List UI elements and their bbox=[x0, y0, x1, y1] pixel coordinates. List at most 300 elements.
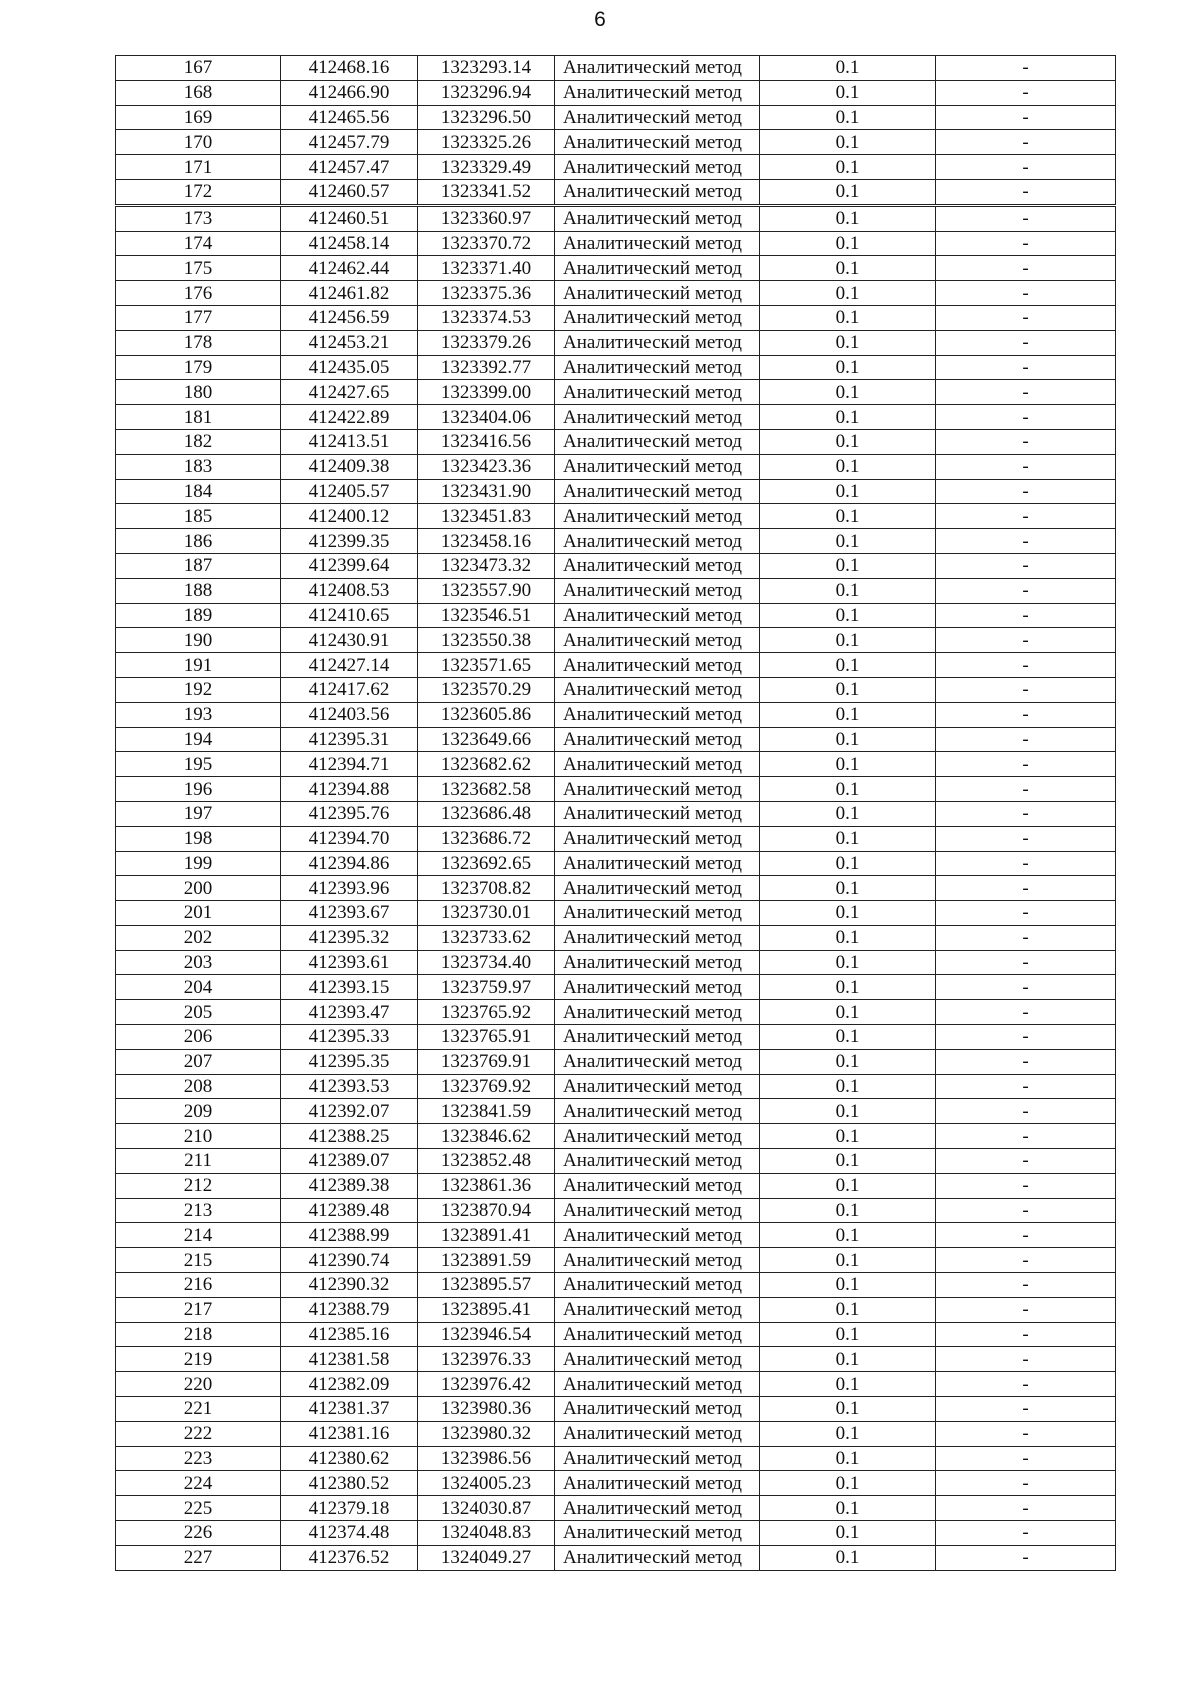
table-row bbox=[116, 305, 1116, 330]
accuracy-cell: 0.1 bbox=[760, 876, 936, 901]
y-coordinate-cell: 1323895.57 bbox=[418, 1273, 555, 1298]
method-cell: Аналитический метод bbox=[555, 504, 760, 529]
accuracy-cell: 0.1 bbox=[760, 1049, 936, 1074]
method-cell: Аналитический метод bbox=[555, 130, 760, 155]
y-coordinate-cell: 1323846.62 bbox=[418, 1124, 555, 1149]
accuracy-cell: 0.1 bbox=[760, 851, 936, 876]
y-coordinate-cell: 1323360.97 bbox=[418, 205, 555, 231]
x-coordinate-cell: 412466.90 bbox=[281, 80, 418, 105]
accuracy-cell: 0.1 bbox=[760, 975, 936, 1000]
accuracy-cell: 0.1 bbox=[760, 454, 936, 479]
table-row bbox=[116, 702, 1116, 727]
table-row bbox=[116, 1347, 1116, 1372]
table-row bbox=[116, 1124, 1116, 1149]
x-coordinate-cell: 412388.25 bbox=[281, 1124, 418, 1149]
note-cell: - bbox=[936, 777, 1116, 802]
accuracy-cell: 0.1 bbox=[760, 553, 936, 578]
x-coordinate-cell: 412395.35 bbox=[281, 1049, 418, 1074]
table-row bbox=[116, 1000, 1116, 1025]
note-cell: - bbox=[936, 1322, 1116, 1347]
note-cell: - bbox=[936, 330, 1116, 355]
x-coordinate-cell: 412394.86 bbox=[281, 851, 418, 876]
table-row bbox=[116, 777, 1116, 802]
method-cell: Аналитический метод bbox=[555, 1273, 760, 1298]
y-coordinate-cell: 1323980.36 bbox=[418, 1397, 555, 1422]
note-cell: - bbox=[936, 479, 1116, 504]
method-cell: Аналитический метод bbox=[555, 479, 760, 504]
note-cell: - bbox=[936, 727, 1116, 752]
table-row bbox=[116, 1099, 1116, 1124]
method-cell: Аналитический метод bbox=[555, 1372, 760, 1397]
y-coordinate-cell: 1324048.83 bbox=[418, 1521, 555, 1546]
x-coordinate-cell: 412395.31 bbox=[281, 727, 418, 752]
note-cell: - bbox=[936, 1471, 1116, 1496]
table-row bbox=[116, 603, 1116, 628]
accuracy-cell: 0.1 bbox=[760, 1273, 936, 1298]
method-cell: Аналитический метод bbox=[555, 752, 760, 777]
note-cell: - bbox=[936, 1372, 1116, 1397]
x-coordinate-cell: 412399.35 bbox=[281, 529, 418, 554]
method-cell: Аналитический метод bbox=[555, 1149, 760, 1174]
point-number-cell: 225 bbox=[116, 1496, 281, 1521]
point-number-cell: 176 bbox=[116, 281, 281, 306]
note-cell: - bbox=[936, 1149, 1116, 1174]
method-cell: Аналитический метод bbox=[555, 1099, 760, 1124]
x-coordinate-cell: 412394.88 bbox=[281, 777, 418, 802]
point-number-cell: 179 bbox=[116, 355, 281, 380]
note-cell: - bbox=[936, 1545, 1116, 1570]
table-row bbox=[116, 578, 1116, 603]
point-number-cell: 196 bbox=[116, 777, 281, 802]
coordinates-table bbox=[115, 55, 1116, 1571]
table-row bbox=[116, 752, 1116, 777]
note-cell: - bbox=[936, 876, 1116, 901]
point-number-cell: 222 bbox=[116, 1421, 281, 1446]
accuracy-cell: 0.1 bbox=[760, 1000, 936, 1025]
accuracy-cell: 0.1 bbox=[760, 925, 936, 950]
x-coordinate-cell: 412461.82 bbox=[281, 281, 418, 306]
y-coordinate-cell: 1323371.40 bbox=[418, 256, 555, 281]
x-coordinate-cell: 412394.70 bbox=[281, 826, 418, 851]
x-coordinate-cell: 412430.91 bbox=[281, 628, 418, 653]
y-coordinate-cell: 1323399.00 bbox=[418, 380, 555, 405]
x-coordinate-cell: 412435.05 bbox=[281, 355, 418, 380]
accuracy-cell: 0.1 bbox=[760, 1421, 936, 1446]
y-coordinate-cell: 1323570.29 bbox=[418, 677, 555, 702]
method-cell: Аналитический метод bbox=[555, 1471, 760, 1496]
table-row bbox=[116, 155, 1116, 180]
point-number-cell: 170 bbox=[116, 130, 281, 155]
method-cell: Аналитический метод bbox=[555, 529, 760, 554]
x-coordinate-cell: 412395.32 bbox=[281, 925, 418, 950]
point-number-cell: 192 bbox=[116, 677, 281, 702]
table-row bbox=[116, 231, 1116, 256]
accuracy-cell: 0.1 bbox=[760, 429, 936, 454]
table-row bbox=[116, 876, 1116, 901]
x-coordinate-cell: 412457.47 bbox=[281, 155, 418, 180]
method-cell: Аналитический метод bbox=[555, 826, 760, 851]
accuracy-cell: 0.1 bbox=[760, 1223, 936, 1248]
y-coordinate-cell: 1323733.62 bbox=[418, 925, 555, 950]
method-cell: Аналитический метод bbox=[555, 1173, 760, 1198]
method-cell: Аналитический метод bbox=[555, 155, 760, 180]
accuracy-cell: 0.1 bbox=[760, 1248, 936, 1273]
method-cell: Аналитический метод bbox=[555, 80, 760, 105]
accuracy-cell: 0.1 bbox=[760, 305, 936, 330]
y-coordinate-cell: 1323571.65 bbox=[418, 653, 555, 678]
y-coordinate-cell: 1323550.38 bbox=[418, 628, 555, 653]
note-cell: - bbox=[936, 1099, 1116, 1124]
point-number-cell: 188 bbox=[116, 578, 281, 603]
note-cell: - bbox=[936, 801, 1116, 826]
point-number-cell: 218 bbox=[116, 1322, 281, 1347]
point-number-cell: 184 bbox=[116, 479, 281, 504]
accuracy-cell: 0.1 bbox=[760, 1173, 936, 1198]
y-coordinate-cell: 1323692.65 bbox=[418, 851, 555, 876]
accuracy-cell: 0.1 bbox=[760, 330, 936, 355]
x-coordinate-cell: 412409.38 bbox=[281, 454, 418, 479]
y-coordinate-cell: 1323341.52 bbox=[418, 179, 555, 205]
method-cell: Аналитический метод bbox=[555, 1322, 760, 1347]
method-cell: Аналитический метод bbox=[555, 1000, 760, 1025]
x-coordinate-cell: 412390.32 bbox=[281, 1273, 418, 1298]
point-number-cell: 205 bbox=[116, 1000, 281, 1025]
x-coordinate-cell: 412417.62 bbox=[281, 677, 418, 702]
method-cell: Аналитический метод bbox=[555, 901, 760, 926]
method-cell: Аналитический метод bbox=[555, 429, 760, 454]
table-row bbox=[116, 1372, 1116, 1397]
method-cell: Аналитический метод bbox=[555, 1124, 760, 1149]
method-cell: Аналитический метод bbox=[555, 380, 760, 405]
x-coordinate-cell: 412410.65 bbox=[281, 603, 418, 628]
y-coordinate-cell: 1323370.72 bbox=[418, 231, 555, 256]
method-cell: Аналитический метод bbox=[555, 1049, 760, 1074]
y-coordinate-cell: 1323765.92 bbox=[418, 1000, 555, 1025]
table-row bbox=[116, 950, 1116, 975]
x-coordinate-cell: 412381.16 bbox=[281, 1421, 418, 1446]
x-coordinate-cell: 412462.44 bbox=[281, 256, 418, 281]
note-cell: - bbox=[936, 305, 1116, 330]
note-cell: - bbox=[936, 281, 1116, 306]
table-row bbox=[116, 1273, 1116, 1298]
note-cell: - bbox=[936, 454, 1116, 479]
method-cell: Аналитический метод bbox=[555, 305, 760, 330]
accuracy-cell: 0.1 bbox=[760, 727, 936, 752]
table-row bbox=[116, 1471, 1116, 1496]
accuracy-cell: 0.1 bbox=[760, 1124, 936, 1149]
table-row bbox=[116, 1545, 1116, 1570]
y-coordinate-cell: 1323557.90 bbox=[418, 578, 555, 603]
y-coordinate-cell: 1323765.91 bbox=[418, 1025, 555, 1050]
y-coordinate-cell: 1323293.14 bbox=[418, 56, 555, 81]
table-row bbox=[116, 105, 1116, 130]
point-number-cell: 172 bbox=[116, 179, 281, 205]
x-coordinate-cell: 412389.38 bbox=[281, 1173, 418, 1198]
point-number-cell: 204 bbox=[116, 975, 281, 1000]
note-cell: - bbox=[936, 405, 1116, 430]
x-coordinate-cell: 412408.53 bbox=[281, 578, 418, 603]
y-coordinate-cell: 1324049.27 bbox=[418, 1545, 555, 1570]
point-number-cell: 168 bbox=[116, 80, 281, 105]
method-cell: Аналитический метод bbox=[555, 454, 760, 479]
accuracy-cell: 0.1 bbox=[760, 105, 936, 130]
note-cell: - bbox=[936, 105, 1116, 130]
method-cell: Аналитический метод bbox=[555, 603, 760, 628]
method-cell: Аналитический метод bbox=[555, 950, 760, 975]
x-coordinate-cell: 412388.79 bbox=[281, 1297, 418, 1322]
method-cell: Аналитический метод bbox=[555, 1198, 760, 1223]
method-cell: Аналитический метод bbox=[555, 205, 760, 231]
note-cell: - bbox=[936, 950, 1116, 975]
note-cell: - bbox=[936, 653, 1116, 678]
point-number-cell: 223 bbox=[116, 1446, 281, 1471]
accuracy-cell: 0.1 bbox=[760, 1521, 936, 1546]
point-number-cell: 227 bbox=[116, 1545, 281, 1570]
method-cell: Аналитический метод bbox=[555, 405, 760, 430]
table-row bbox=[116, 925, 1116, 950]
y-coordinate-cell: 1323325.26 bbox=[418, 130, 555, 155]
table-row bbox=[116, 1049, 1116, 1074]
method-cell: Аналитический метод bbox=[555, 876, 760, 901]
accuracy-cell: 0.1 bbox=[760, 529, 936, 554]
note-cell: - bbox=[936, 851, 1116, 876]
y-coordinate-cell: 1323546.51 bbox=[418, 603, 555, 628]
y-coordinate-cell: 1323708.82 bbox=[418, 876, 555, 901]
note-cell: - bbox=[936, 355, 1116, 380]
table-row bbox=[116, 405, 1116, 430]
point-number-cell: 215 bbox=[116, 1248, 281, 1273]
point-number-cell: 200 bbox=[116, 876, 281, 901]
point-number-cell: 219 bbox=[116, 1347, 281, 1372]
method-cell: Аналитический метод bbox=[555, 1297, 760, 1322]
y-coordinate-cell: 1323404.06 bbox=[418, 405, 555, 430]
note-cell: - bbox=[936, 56, 1116, 81]
x-coordinate-cell: 412399.64 bbox=[281, 553, 418, 578]
table-row bbox=[116, 205, 1116, 231]
x-coordinate-cell: 412379.18 bbox=[281, 1496, 418, 1521]
point-number-cell: 169 bbox=[116, 105, 281, 130]
table-row bbox=[116, 80, 1116, 105]
y-coordinate-cell: 1323686.72 bbox=[418, 826, 555, 851]
point-number-cell: 177 bbox=[116, 305, 281, 330]
accuracy-cell: 0.1 bbox=[760, 130, 936, 155]
accuracy-cell: 0.1 bbox=[760, 1446, 936, 1471]
x-coordinate-cell: 412380.52 bbox=[281, 1471, 418, 1496]
accuracy-cell: 0.1 bbox=[760, 405, 936, 430]
accuracy-cell: 0.1 bbox=[760, 231, 936, 256]
y-coordinate-cell: 1323431.90 bbox=[418, 479, 555, 504]
x-coordinate-cell: 412381.58 bbox=[281, 1347, 418, 1372]
x-coordinate-cell: 412382.09 bbox=[281, 1372, 418, 1397]
x-coordinate-cell: 412390.74 bbox=[281, 1248, 418, 1273]
x-coordinate-cell: 412413.51 bbox=[281, 429, 418, 454]
accuracy-cell: 0.1 bbox=[760, 578, 936, 603]
point-number-cell: 221 bbox=[116, 1397, 281, 1422]
x-coordinate-cell: 412458.14 bbox=[281, 231, 418, 256]
point-number-cell: 193 bbox=[116, 702, 281, 727]
point-number-cell: 197 bbox=[116, 801, 281, 826]
point-number-cell: 220 bbox=[116, 1372, 281, 1397]
x-coordinate-cell: 412422.89 bbox=[281, 405, 418, 430]
y-coordinate-cell: 1323375.36 bbox=[418, 281, 555, 306]
table-row bbox=[116, 901, 1116, 926]
y-coordinate-cell: 1323329.49 bbox=[418, 155, 555, 180]
table-row bbox=[116, 281, 1116, 306]
x-coordinate-cell: 412400.12 bbox=[281, 504, 418, 529]
method-cell: Аналитический метод bbox=[555, 777, 760, 802]
table-row bbox=[116, 851, 1116, 876]
point-number-cell: 189 bbox=[116, 603, 281, 628]
method-cell: Аналитический метод bbox=[555, 1446, 760, 1471]
table-row bbox=[116, 454, 1116, 479]
table-row bbox=[116, 628, 1116, 653]
table-row bbox=[116, 256, 1116, 281]
method-cell: Аналитический метод bbox=[555, 1421, 760, 1446]
x-coordinate-cell: 412427.65 bbox=[281, 380, 418, 405]
note-cell: - bbox=[936, 205, 1116, 231]
point-number-cell: 171 bbox=[116, 155, 281, 180]
note-cell: - bbox=[936, 553, 1116, 578]
page-number: 6 bbox=[594, 8, 606, 31]
accuracy-cell: 0.1 bbox=[760, 801, 936, 826]
note-cell: - bbox=[936, 1521, 1116, 1546]
accuracy-cell: 0.1 bbox=[760, 1198, 936, 1223]
point-number-cell: 202 bbox=[116, 925, 281, 950]
x-coordinate-cell: 412460.51 bbox=[281, 205, 418, 231]
y-coordinate-cell: 1324030.87 bbox=[418, 1496, 555, 1521]
method-cell: Аналитический метод bbox=[555, 1223, 760, 1248]
method-cell: Аналитический метод bbox=[555, 702, 760, 727]
note-cell: - bbox=[936, 1124, 1116, 1149]
note-cell: - bbox=[936, 1000, 1116, 1025]
x-coordinate-cell: 412393.96 bbox=[281, 876, 418, 901]
accuracy-cell: 0.1 bbox=[760, 826, 936, 851]
accuracy-cell: 0.1 bbox=[760, 256, 936, 281]
x-coordinate-cell: 412456.59 bbox=[281, 305, 418, 330]
accuracy-cell: 0.1 bbox=[760, 1372, 936, 1397]
table-row bbox=[116, 1074, 1116, 1099]
point-number-cell: 167 bbox=[116, 56, 281, 81]
note-cell: - bbox=[936, 80, 1116, 105]
accuracy-cell: 0.1 bbox=[760, 1471, 936, 1496]
y-coordinate-cell: 1323374.53 bbox=[418, 305, 555, 330]
method-cell: Аналитический метод bbox=[555, 653, 760, 678]
x-coordinate-cell: 412392.07 bbox=[281, 1099, 418, 1124]
note-cell: - bbox=[936, 702, 1116, 727]
method-cell: Аналитический метод bbox=[555, 727, 760, 752]
note-cell: - bbox=[936, 1074, 1116, 1099]
y-coordinate-cell: 1323891.41 bbox=[418, 1223, 555, 1248]
note-cell: - bbox=[936, 628, 1116, 653]
table-row bbox=[116, 130, 1116, 155]
accuracy-cell: 0.1 bbox=[760, 603, 936, 628]
table-row bbox=[116, 1149, 1116, 1174]
coordinates-table-body bbox=[116, 56, 1116, 1571]
note-cell: - bbox=[936, 925, 1116, 950]
method-cell: Аналитический метод bbox=[555, 553, 760, 578]
point-number-cell: 180 bbox=[116, 380, 281, 405]
note-cell: - bbox=[936, 1421, 1116, 1446]
note-cell: - bbox=[936, 677, 1116, 702]
accuracy-cell: 0.1 bbox=[760, 1347, 936, 1372]
note-cell: - bbox=[936, 1025, 1116, 1050]
note-cell: - bbox=[936, 380, 1116, 405]
method-cell: Аналитический метод bbox=[555, 1025, 760, 1050]
x-coordinate-cell: 412393.47 bbox=[281, 1000, 418, 1025]
table-row bbox=[116, 380, 1116, 405]
note-cell: - bbox=[936, 429, 1116, 454]
x-coordinate-cell: 412403.56 bbox=[281, 702, 418, 727]
accuracy-cell: 0.1 bbox=[760, 1149, 936, 1174]
x-coordinate-cell: 412465.56 bbox=[281, 105, 418, 130]
y-coordinate-cell: 1323416.56 bbox=[418, 429, 555, 454]
note-cell: - bbox=[936, 603, 1116, 628]
note-cell: - bbox=[936, 504, 1116, 529]
x-coordinate-cell: 412395.76 bbox=[281, 801, 418, 826]
accuracy-cell: 0.1 bbox=[760, 653, 936, 678]
note-cell: - bbox=[936, 1347, 1116, 1372]
method-cell: Аналитический метод bbox=[555, 355, 760, 380]
y-coordinate-cell: 1323379.26 bbox=[418, 330, 555, 355]
y-coordinate-cell: 1323861.36 bbox=[418, 1173, 555, 1198]
accuracy-cell: 0.1 bbox=[760, 504, 936, 529]
y-coordinate-cell: 1323296.50 bbox=[418, 105, 555, 130]
y-coordinate-cell: 1323769.92 bbox=[418, 1074, 555, 1099]
method-cell: Аналитический метод bbox=[555, 851, 760, 876]
note-cell: - bbox=[936, 578, 1116, 603]
table-row bbox=[116, 1397, 1116, 1422]
table-row bbox=[116, 1223, 1116, 1248]
table-row bbox=[116, 1521, 1116, 1546]
accuracy-cell: 0.1 bbox=[760, 479, 936, 504]
x-coordinate-cell: 412389.07 bbox=[281, 1149, 418, 1174]
table-row bbox=[116, 1496, 1116, 1521]
method-cell: Аналитический метод bbox=[555, 179, 760, 205]
x-coordinate-cell: 412388.99 bbox=[281, 1223, 418, 1248]
note-cell: - bbox=[936, 826, 1116, 851]
note-cell: - bbox=[936, 1049, 1116, 1074]
y-coordinate-cell: 1323458.16 bbox=[418, 529, 555, 554]
accuracy-cell: 0.1 bbox=[760, 752, 936, 777]
y-coordinate-cell: 1323895.41 bbox=[418, 1297, 555, 1322]
x-coordinate-cell: 412393.61 bbox=[281, 950, 418, 975]
point-number-cell: 209 bbox=[116, 1099, 281, 1124]
accuracy-cell: 0.1 bbox=[760, 1099, 936, 1124]
method-cell: Аналитический метод bbox=[555, 677, 760, 702]
note-cell: - bbox=[936, 975, 1116, 1000]
table-row bbox=[116, 677, 1116, 702]
method-cell: Аналитический метод bbox=[555, 1545, 760, 1570]
x-coordinate-cell: 412393.15 bbox=[281, 975, 418, 1000]
y-coordinate-cell: 1323392.77 bbox=[418, 355, 555, 380]
note-cell: - bbox=[936, 155, 1116, 180]
point-number-cell: 216 bbox=[116, 1273, 281, 1298]
point-number-cell: 182 bbox=[116, 429, 281, 454]
point-number-cell: 199 bbox=[116, 851, 281, 876]
table-row bbox=[116, 179, 1116, 205]
x-coordinate-cell: 412380.62 bbox=[281, 1446, 418, 1471]
table-row bbox=[116, 826, 1116, 851]
method-cell: Аналитический метод bbox=[555, 330, 760, 355]
point-number-cell: 194 bbox=[116, 727, 281, 752]
table-row bbox=[116, 727, 1116, 752]
table-row bbox=[116, 801, 1116, 826]
point-number-cell: 213 bbox=[116, 1198, 281, 1223]
note-cell: - bbox=[936, 130, 1116, 155]
point-number-cell: 174 bbox=[116, 231, 281, 256]
accuracy-cell: 0.1 bbox=[760, 1397, 936, 1422]
y-coordinate-cell: 1323686.48 bbox=[418, 801, 555, 826]
